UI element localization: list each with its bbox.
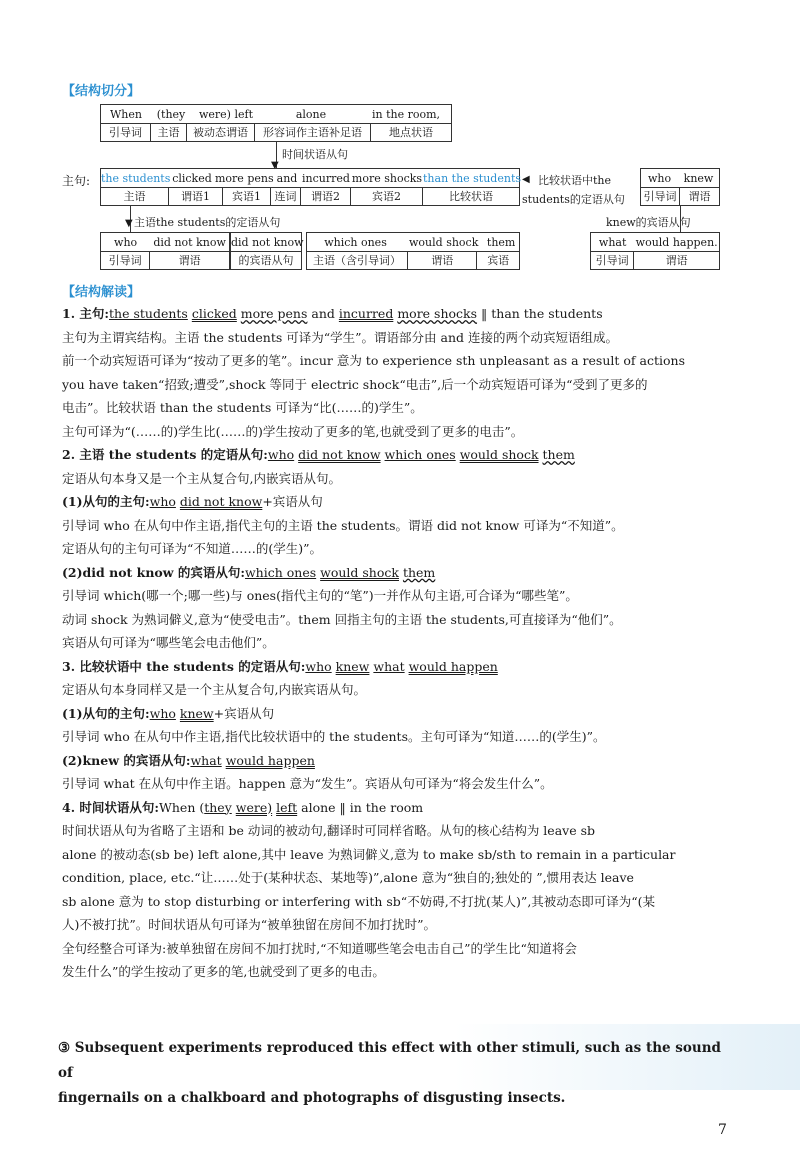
p2-line: 定语从句本身又是一个主从复合句,内嵌宾语从句。 [62,470,341,486]
compare-note-2: students的定语从句 [522,193,625,206]
arrow-down-icon: ▼ [271,160,279,171]
page-number: 7 [718,1122,727,1138]
p4-heading: 4. 时间状语从句:When (they were) left alone ‖ in the room [62,799,424,815]
full-translation-line: 全句经整合可译为:被单独留在房间不加打扰时,“不知道哪些笔会电击自己”的学生比“知道将会 [62,940,577,956]
p2-sub2-line: 引导词 which(哪一个;哪一些)与 ones(指代主句的“笔”)一并作从句主语,可合译为“哪些笔”。 [62,588,578,603]
example-sentence [58,1036,738,1111]
p3-sub2-line: 引导词 what 在从句中作主语。happen 意为“发生”。宾语从句可译为“将会发生什么”。 [62,776,553,791]
main-clause-label: 主句: [62,174,91,188]
which-box [306,232,520,270]
word-them: them [486,235,516,249]
word-when: When [110,107,142,121]
p2-sub1-line: 引导词 who 在从句中作主语,指代主句的主语 the students。谓语 did not know 可译为“不知道”。 [62,517,624,533]
word-who-knew-knew: knew [683,171,714,185]
word-more-shocks: more shocks [351,171,423,185]
who-knew-box [640,168,720,206]
role-passive-predicate: 被动态谓语 [187,123,255,141]
word-clicked: clicked [172,171,212,185]
word-would-shock: would shock [409,235,479,249]
role-comparative-adverbial: 比较状语 [449,190,493,203]
p2-sub2-line: 动词 shock 为熟词僻义,意为“使受电击”。them 回指主句的主语 the students,可直接译为“他们”。 [62,611,622,627]
p3-heading: 3. 比较状语中 the students 的定语从句:who knew what would happen [62,658,498,674]
word-were-left: were) left [198,107,253,121]
word-the-students: the students [101,171,171,185]
word-would-happen: would happen. [635,235,718,249]
word-in-the-room: in the room, [371,107,441,121]
dnk-object-box [230,232,302,270]
full-translation-line: 发生什么”的学生按动了更多的笔,也就受到了更多的电击。 [62,964,385,979]
p2-sub2-line: 宾语从句可译为“哪些笔会电击他们”。 [62,635,275,650]
arrow-down-icon: ▼ [125,218,133,229]
word-did-not-know: did not know [153,235,226,249]
role-which-subject: 主语（含引导词） [307,251,408,269]
time-clause-box [100,104,452,142]
p1-line: 前一个动宾短语可译为“按动了更多的笔”。incur 意为 to experience sth unpleasant as a result of actions [62,353,685,368]
main-clause-box [100,168,520,206]
role-predicate-1: 谓语1 [169,187,223,205]
p4-line: 人)不被打扰”。时间状语从句可译为“被单独留在房间不加打扰时”。 [62,917,437,932]
role-which-predicate: 谓语 [408,251,477,269]
role-main-subject: 主语 [101,187,169,205]
knew-object-label: knew的宾语从句 [606,216,691,229]
p1-line: 电击”。比较状语 than the students 可译为“比(……的)学生”。 [62,400,423,415]
p3-line: 定语从句本身同样又是一个主从复合句,内嵌宾语从句。 [62,682,366,697]
p3-sub2-heading: (2)knew 的宾语从句:what would happen [62,752,315,768]
p4-line: condition, place, etc.“让……处于(某种状态、某地等)”,alone 意为“独自的;独处的 ”,惯用表达 leave [62,870,634,885]
p1-heading: 1. 主句:the students clicked more pens and incurred more shocks ‖ than the students [62,306,603,321]
role-object-2: 宾语2 [351,187,423,205]
p2-sub1-heading: (1)从句的主句:who did not know+宾语从句 [62,494,323,509]
p1-line: 主句为主谓宾结构。主语 the students 可译为“学生”。谓语部分由 and 连接的两个动宾短语组成。 [62,329,619,345]
word-alone: alone [295,107,327,121]
sentence-line-1: ③ Subsequent experiments reproduced this effect with other stimuli, such as the sound of [58,1040,721,1081]
role-what-predicate: 谓语 [665,254,688,267]
p2-heading: 2. 主语 the students 的定语从句:who did not know which ones would shock them [62,447,575,462]
p3-sub1-heading: (1)从句的主句:who knew+宾语从句 [62,705,275,721]
word-and: and [276,171,298,185]
role-conjunction: 连词 [271,187,301,205]
p4-line: 时间状语从句为省略了主语和 be 动词的被动句,翻译时可同样省略。从句的核心结构为 leave sb [62,823,595,838]
reading-section-title: 【结构解读】 [62,285,141,300]
p2-sub1-line: 定语从句的主句可译为“不知道……的(学生)”。 [62,541,323,556]
word-who: who [114,235,138,249]
word-dnk: did not know [231,235,304,249]
word-than-the-students: than the students [423,171,522,185]
p3-sub1-line: 引导词 who 在从句中作主语,指代比较状语中的 the students。主句可译为“知道……的(学生)”。 [62,729,606,744]
role-subject: 主语 [151,123,187,141]
p1-line: you have taken“招致;遭受”,shock 等同于 electric shock“电击”,后一个动宾短语可译为“受到了更多的 [62,376,648,392]
p2-sub2-heading: (2)did not know 的宾语从句:which ones would shock them [62,564,436,580]
role-what-guide: 引导词 [591,251,634,269]
role-who-predicate: 谓语 [178,254,201,267]
p4-line: sb alone 意为 to stop disturbing or interfering with sb“不妨碍,不打扰(某人)”,其被动态即可译为“(某 [62,893,656,909]
word-what: what [598,235,627,249]
reading-body [62,302,742,984]
role-wk-predicate: 谓语 [688,190,711,203]
role-wk-guide: 引导词 [641,187,680,205]
who-dnk-box [100,232,230,270]
word-incurred: incurred [302,171,350,185]
word-which-ones: which ones [324,235,387,249]
word-they: (they [156,107,186,121]
arrow-left-icon: ◀ [522,174,530,185]
role-guide: 引导词 [101,123,151,141]
time-clause-label: 时间状语从句 [282,148,348,161]
role-who-guide: 引导词 [101,251,150,269]
role-place-adverbial: 地点状语 [389,126,433,139]
p1-line: 主句可译为“(……的)学生比(……的)学生按动了更多的笔,也就受到了更多的电击”。 [62,423,524,439]
role-dnk-object: 的宾语从句 [238,254,294,267]
attr-clause-label: 主语the students的定语从句 [134,216,281,229]
p4-line: alone 的被动态(sb be) left alone,其中 leave 为熟词僻义,意为 to make sb/sth to remain in a particular [62,846,676,862]
compare-note-1: 比较状语中the [538,174,612,187]
what-box [590,232,720,270]
sentence-line-2: fingernails on a chalkboard and photographs of disgusting insects. [58,1090,566,1106]
role-object-1: 宾语1 [223,187,271,205]
word-who-knew-who: who [647,171,672,185]
role-adj-complement: 形容词作主语补足语 [255,123,371,141]
word-more-pens: more pens [215,171,274,185]
role-which-object: 宾语 [487,254,510,267]
role-predicate-2: 谓语2 [301,187,351,205]
structure-section-title: 【结构切分】 [62,84,141,99]
